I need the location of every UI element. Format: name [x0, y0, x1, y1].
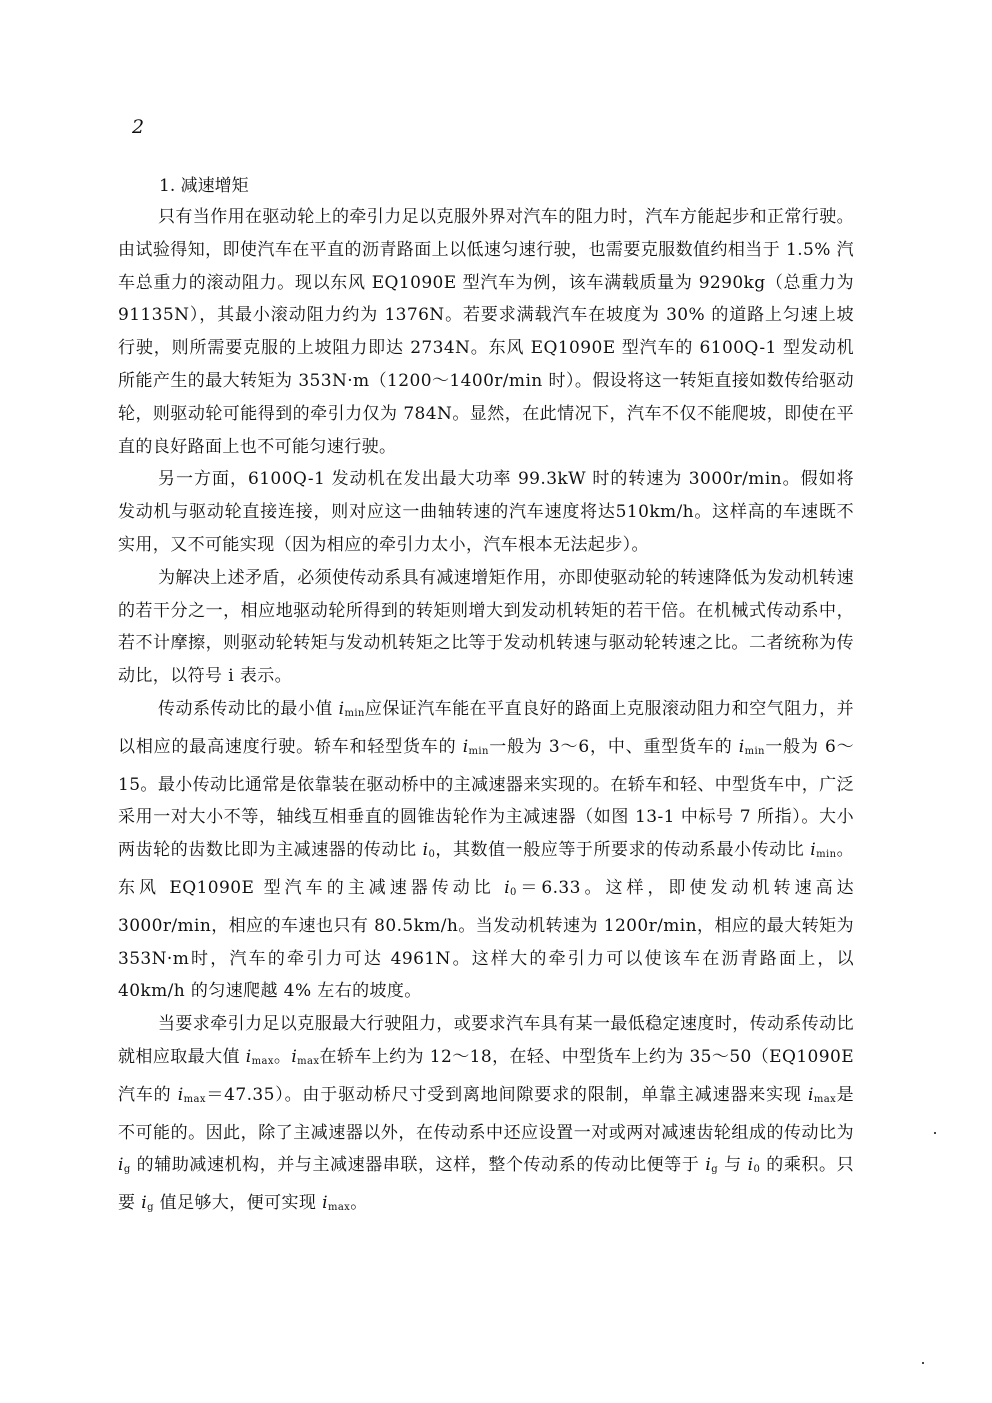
text-run: 当要求牵引力足以克服最大行驶阻力，或要求汽车具有某一最低稳定速度时，传动系传动比就相应取最大值: [118, 1014, 854, 1067]
symbol-i: i: [245, 1046, 252, 1067]
body-text: [118, 201, 854, 1225]
symbol-i: i: [322, 1193, 328, 1214]
subscript: max: [297, 1055, 320, 1067]
paragraph-1: 只有当作用在驱动轮上的牵引力足以克服外界对汽车的阻力时，汽车方能起步和正常行驶。由试验得知，即使汽车在平直的沥青路面上以低速匀速行驶，也需要克服数值约相当于 1.5% 汽车总重力的滚动阻力。现以东风 EQ1090E 型汽车为例，该车满载质量为 9290kg（总重力为 91135N），其最小滚动阻力约为 1376N。若要求满载汽车在坡度为 30% 的道路上匀速上坡行驶，则所需要克服的上坡阻力即达 2734N。东风 EQ1090E 型汽车的 6100Q-1 型发动机所能产生的最大转矩为 353N·m（1200～1400r/min 时）。假设将这一转矩直接如数传给驱动轮，则驱动轮可能得到的牵引力仅为 784N。显然，在此情况下，汽车不仅不能爬坡，即使在平直的良好路面上也不可能匀速行驶。: [118, 207, 854, 457]
scan-speck: [934, 1132, 936, 1134]
symbol-i: i: [177, 1084, 184, 1105]
paragraph-3: 为解决上述矛盾，必须使传动系具有减速增矩作用，亦即使驱动轮的转速降低为发动机转速的若干分之一，相应地驱动轮所得到的转矩则增大到发动机转矩的若干倍。在机械式传动系中，若不计摩擦，则驱动轮转矩与发动机转矩之比等于发动机转速与驱动轮转速之比。二者统称为传动比，以符号 i 表示。: [118, 567, 854, 687]
text-run: 的辅助减速机构，并与主减速器串联，这样，整个传动系的传动比便等于: [130, 1155, 706, 1176]
subscript: max: [327, 1202, 351, 1214]
text-run: ＝47.35）。由于驱动桥尺寸受到离地间隙要求的限制，单靠主减速器来实现: [205, 1084, 809, 1105]
symbol-i: i: [808, 1084, 814, 1105]
scan-speck: [922, 1362, 924, 1364]
subscript: 0: [510, 886, 517, 898]
subscript: min: [816, 849, 837, 861]
subscript: g: [147, 1202, 154, 1214]
text-run: 。: [350, 1193, 368, 1214]
text-run: 值足够大，便可实现: [153, 1193, 323, 1214]
symbol-i: i: [118, 1155, 124, 1176]
text-run: 是不可能的。因此，除了主减速器以外，在传动系中还应设置一对或两对减速齿轮组成的传动比为: [118, 1084, 854, 1143]
section-heading: 1. 减速增矩: [159, 176, 249, 196]
symbol-i: i: [141, 1193, 148, 1214]
symbol-i: i: [747, 1155, 754, 1176]
subscript: g: [123, 1164, 131, 1176]
symbol-i: i: [738, 736, 745, 757]
text-run: 。东风 EQ1090E 型汽车的主减速器传动比: [118, 840, 855, 898]
text-run: 。: [273, 1046, 292, 1067]
text-run: 与: [718, 1155, 748, 1176]
symbol-i: i: [504, 877, 511, 898]
text-run: 应保证汽车能在平直良好的路面上克服滚动阻力和空气阻力，并以相应的最高速度行驶。轿车和轻型货车的: [118, 698, 854, 757]
page-number: 2: [132, 116, 145, 138]
text-run: 传动系传动比的最小值: [158, 698, 339, 719]
symbol-i: i: [810, 840, 817, 861]
subscript: 0: [753, 1164, 761, 1176]
text-run: 一般为 3～6，中、重型货车的: [488, 736, 739, 757]
paragraph-4: [118, 693, 854, 1008]
subscript: g: [711, 1164, 719, 1176]
text-run: 在轿车上约为 12～18，在轻、中型货车上约为 35～50（EQ1090E 汽车的: [118, 1046, 855, 1105]
text-run: 一般为 6～15。最小传动比通常是依靠装在驱动桥中的主减速器来实现的。在轿车和轻、中型货车中，广泛采用一对大小不等，轴线互相垂直的圆锥齿轮作为主减速器（如图 13-1 中标号 7 所指）。大小两齿轮的齿数比即为主减速器的传动比: [118, 736, 855, 861]
symbol-i: i: [705, 1155, 712, 1176]
text-run: ，其数值一般应等于所要求的传动系最小传动比: [435, 840, 811, 861]
subscript: max: [183, 1093, 206, 1105]
subscript: max: [813, 1093, 837, 1105]
subscript: max: [251, 1055, 274, 1067]
paragraph-2: 另一方面，6100Q-1 发动机在发出最大功率 99.3kW 时的转速为 3000r/min。假如将发动机与驱动轮直接连接，则对应这一曲轴转速的汽车速度将达510km/h。这样高的车速既不实用，又不可能实现（因为相应的牵引力太小，汽车根本无法起步）。: [118, 469, 854, 555]
subscript: min: [468, 745, 489, 757]
text-run: ＝6.33。这样，即使发动机转速高达 3000r/min，相应的车速也只有 80.5km/h。当发动机转速为 1200r/min，相应的最大转矩为 353N·m时，汽车的牵引力可达 4961N。这样大的牵引力可以使该车在沥青路面上，以 40km/h 的匀速爬越 4% 左右的坡度。: [118, 877, 854, 1002]
text-run: 的乘积。只要: [118, 1155, 855, 1214]
subscript: min: [744, 745, 765, 757]
symbol-i: i: [338, 698, 345, 719]
subscript: 0: [428, 849, 436, 861]
symbol-i: i: [291, 1046, 298, 1067]
subscript: min: [344, 707, 365, 719]
symbol-i: i: [462, 736, 469, 757]
symbol-i: i: [422, 840, 429, 861]
paragraph-5: [118, 1008, 854, 1225]
